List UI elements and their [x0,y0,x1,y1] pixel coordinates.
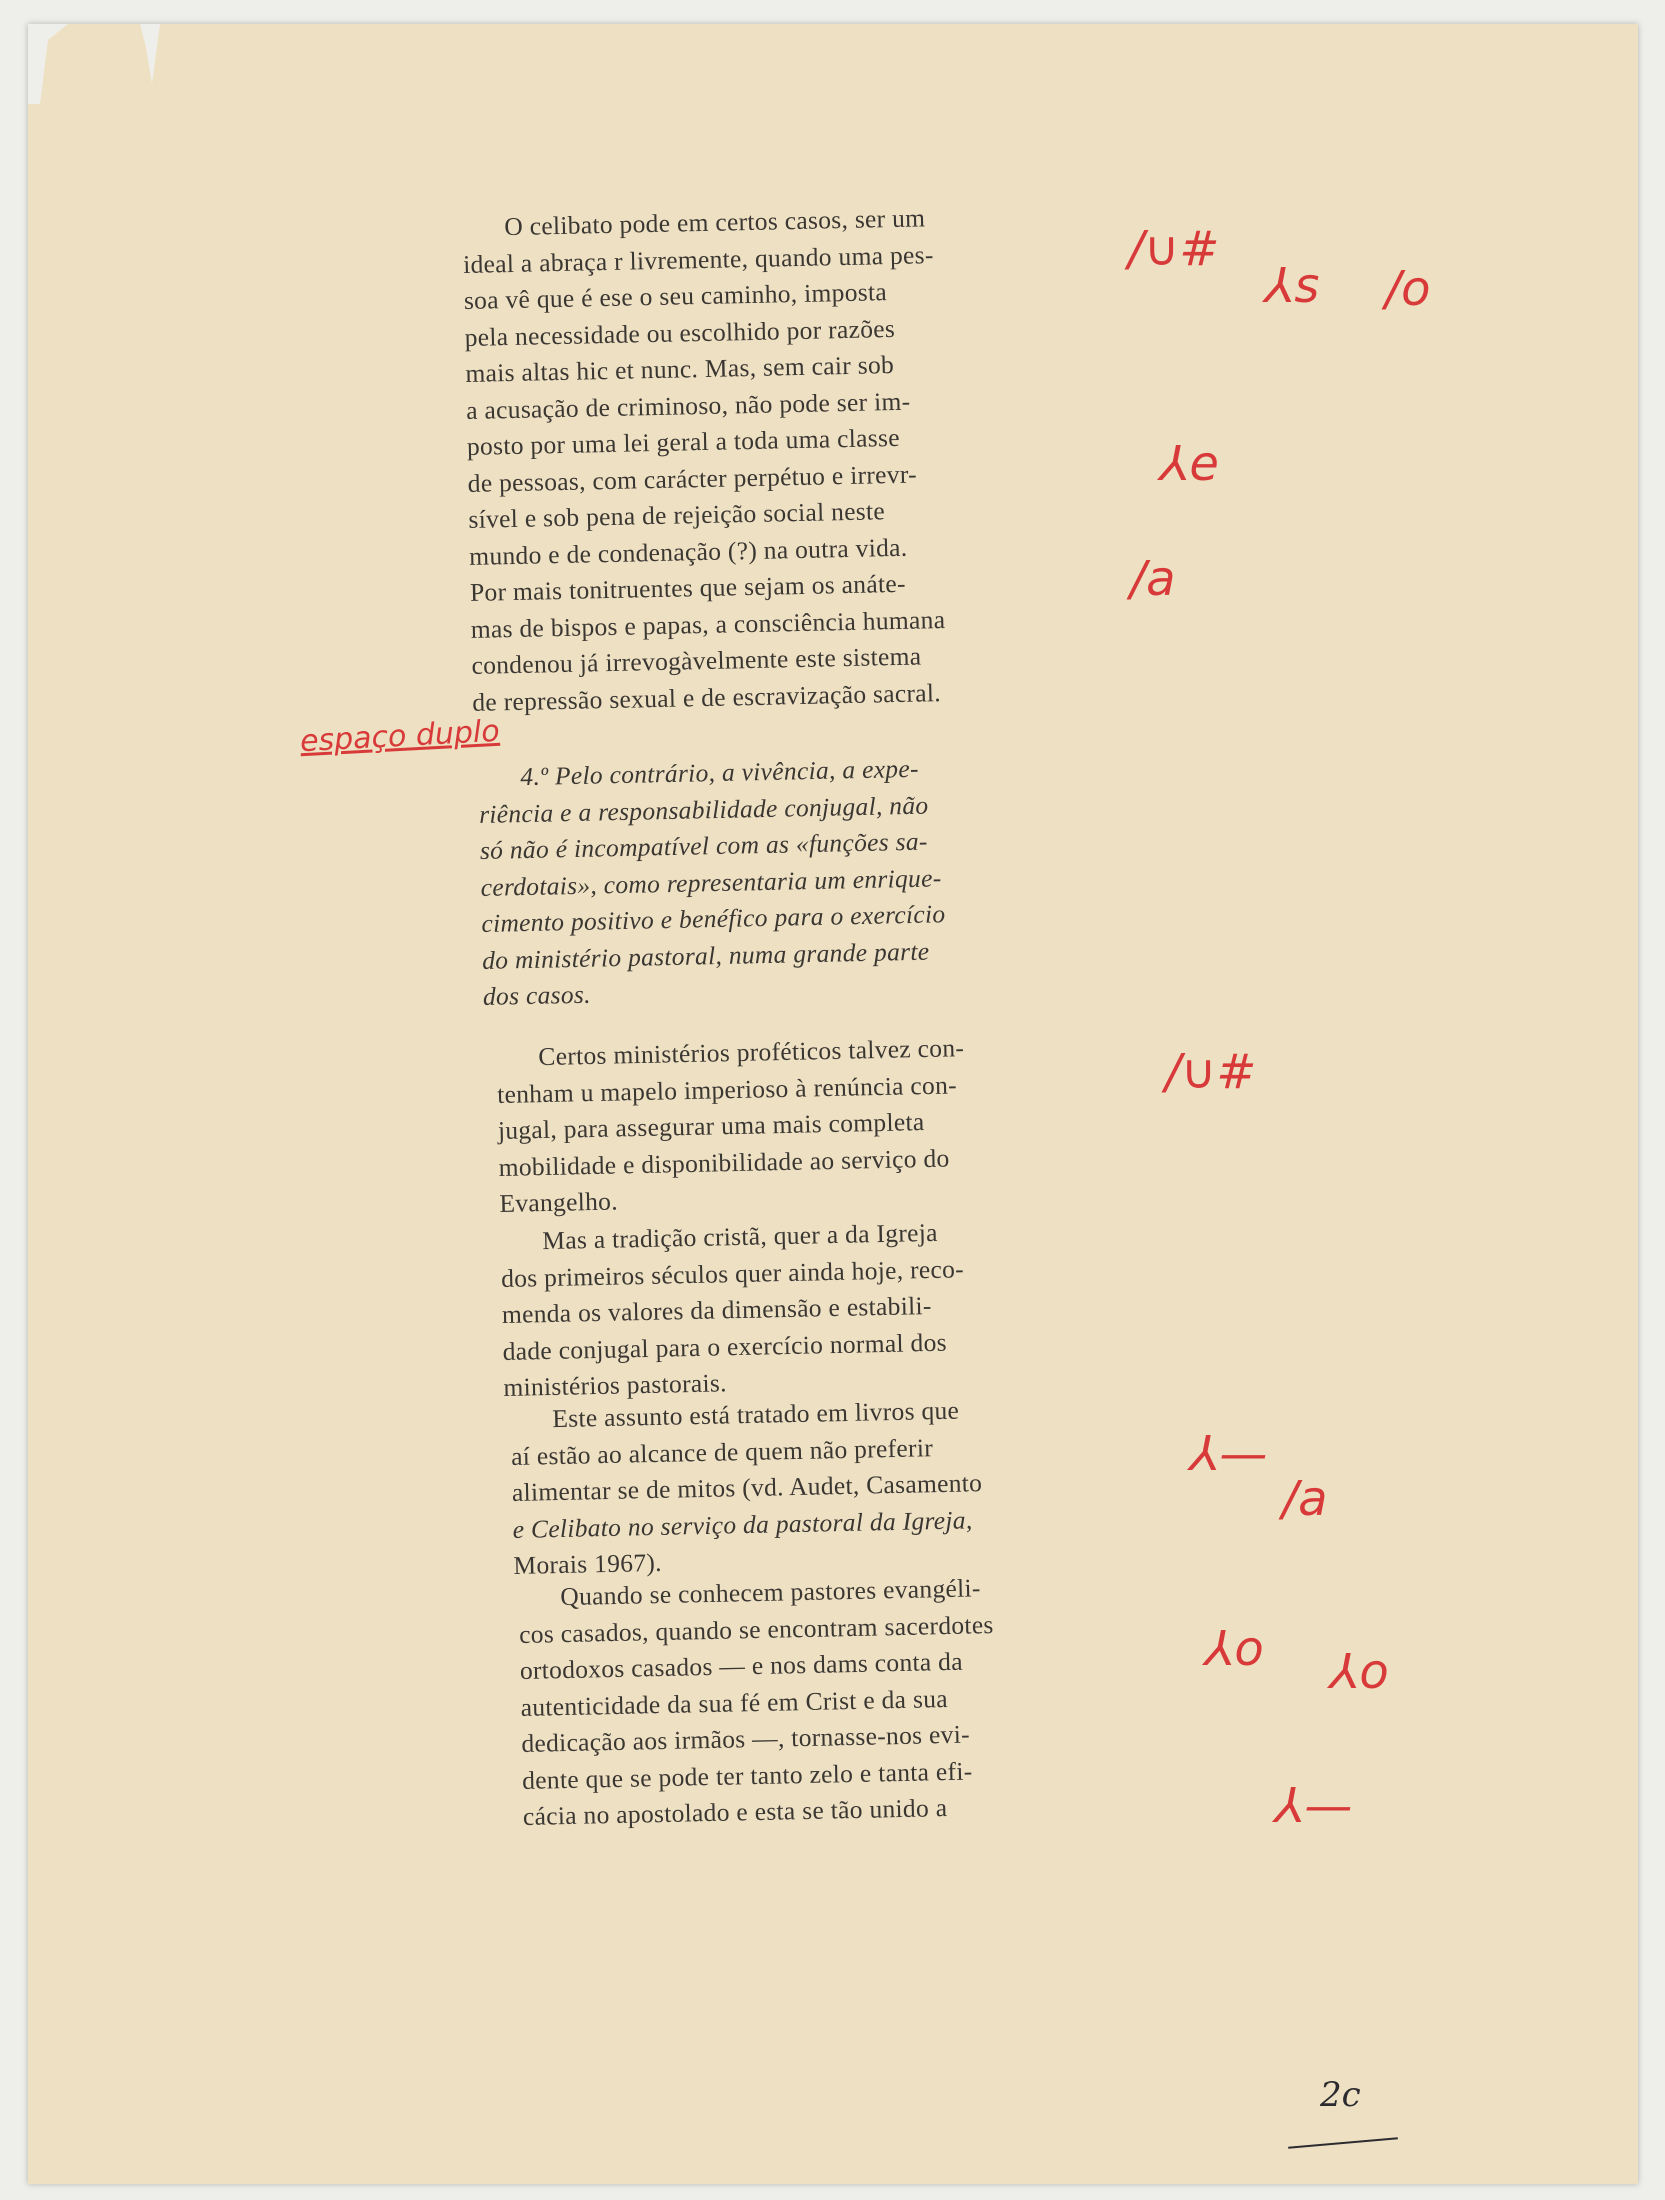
text-line: Este assunto está tratado em livros que [552,1395,960,1434]
proof-mark: /a [1130,551,1176,607]
text-line: Morais 1967). [513,1547,663,1580]
text-line: só não é incompatível com as «funções sa- [479,826,928,865]
text-line: dos primeiros séculos quer ainda hoje, reco- [500,1253,965,1293]
proof-mark: ⅄s [1265,258,1320,314]
paragraph-christian-tradition [500,1212,1084,1407]
text-line: ministérios pastorais. [503,1368,728,1402]
text-line: posto por uma lei geral a toda uma classe [466,422,901,461]
text-line: cácia no apostolado e esta se tão unido a [522,1793,948,1831]
text-line: jugal, para assegurar uma mais completa [497,1107,925,1145]
proof-mark: ⅄o [1205,1621,1264,1677]
paragraph-thesis-4 [478,748,1063,1016]
text-line: cimento positivo e benéfico para o exercício [481,899,946,938]
text-line: pela necessidade ou escolhido por razões [464,313,896,352]
text-line: cos casados, quando se encontram sacerdotes [518,1609,994,1649]
proof-mark: ⅄— [1275,1778,1353,1834]
proof-mark: /a [1282,1471,1328,1527]
text-line: Certos ministérios proféticos talvez con- [538,1033,965,1072]
text-line: dente que se pode ter tanto zelo e tanta efi- [521,1756,973,1795]
page-number: 2c [1320,2075,1361,2115]
text-line: Evangelho. [499,1186,619,1218]
text-line: a acusação de criminoso, não pode ser im- [465,386,911,425]
text-line: cerdotais», como representaria um enrique- [480,862,942,902]
proof-mark: /o [1385,261,1431,317]
text-line: dos casos. [482,979,592,1011]
text-line: sível e sob pena de rejeição social neste [468,496,886,534]
proof-mark: /∪# [1128,221,1220,277]
text-line: Quando se conhecem pastores evangéli- [560,1573,981,1612]
text-line: soa vê que é ese o seu caminho, imposta [463,277,888,315]
proof-mark: ⅄e [1160,436,1219,492]
text-line: 4.º Pelo contrário, a vivência, a expe- [520,753,920,792]
text-line: menda os valores da dimensão e estabili- [501,1290,932,1329]
text-line: e Celibato no serviço da pastoral da Igreja, [512,1504,973,1544]
text-line: ortodoxos casados — e nos dams conta da [519,1646,964,1685]
paragraph-prophetic-ministries [496,1028,1080,1223]
paragraph-evangelical-pastors [518,1568,1103,1836]
text-line: mundo e de condenação (?) na outra vida. [468,532,908,571]
paragraph-books-reference [510,1390,1094,1585]
proof-mark: ⅄o [1330,1644,1389,1700]
text-line: tenham u mapelo imperioso à renúncia con- [496,1069,958,1109]
proof-mark: ⅄— [1190,1426,1268,1482]
proof-mark: /∪# [1165,1044,1257,1100]
text-line: mobilidade e disponibilidade ao serviço do [498,1143,950,1182]
paragraph-celibacy [462,198,1053,721]
text-line: O celibato pode em certos casos, ser um [504,203,926,242]
text-line: mas de bispos e papas, a consciência humana [470,604,946,644]
text-line: aí estão ao alcance de quem não preferir [510,1432,934,1471]
text-line: condenou já irrevogàvelmente este sistema [471,641,922,680]
text-line: do ministério pastoral, numa grande parte [481,936,930,975]
text-line: dade conjugal para o exercício normal dos [502,1327,948,1366]
text-line: ideal a abraça r livremente, quando uma pes- [462,239,934,279]
text-line: autenticidade da sua fé em Crist e da sua [520,1683,949,1722]
proof-mark-double-space: espaço duplo [299,713,501,760]
text-line: Mas a tradição cristã, quer a da Igreja [542,1217,938,1256]
text-line: de repressão sexual e de escravização sacral. [472,677,942,717]
text-line: dedicação aos irmãos —, tornasse-nos evi- [521,1719,971,1758]
text-line: de pessoas, com carácter perpétuo e irrevr- [467,459,918,498]
text-line: alimentar se de mitos (vd. Audet, Casamento [511,1468,983,1507]
text-line: mais altas hic et nunc. Mas, sem cair sob [465,349,895,388]
text-line: riência e a responsabilidade conjugal, não [478,790,929,829]
text-line: Por mais tonitruentes que sejam os anáte- [469,568,906,607]
